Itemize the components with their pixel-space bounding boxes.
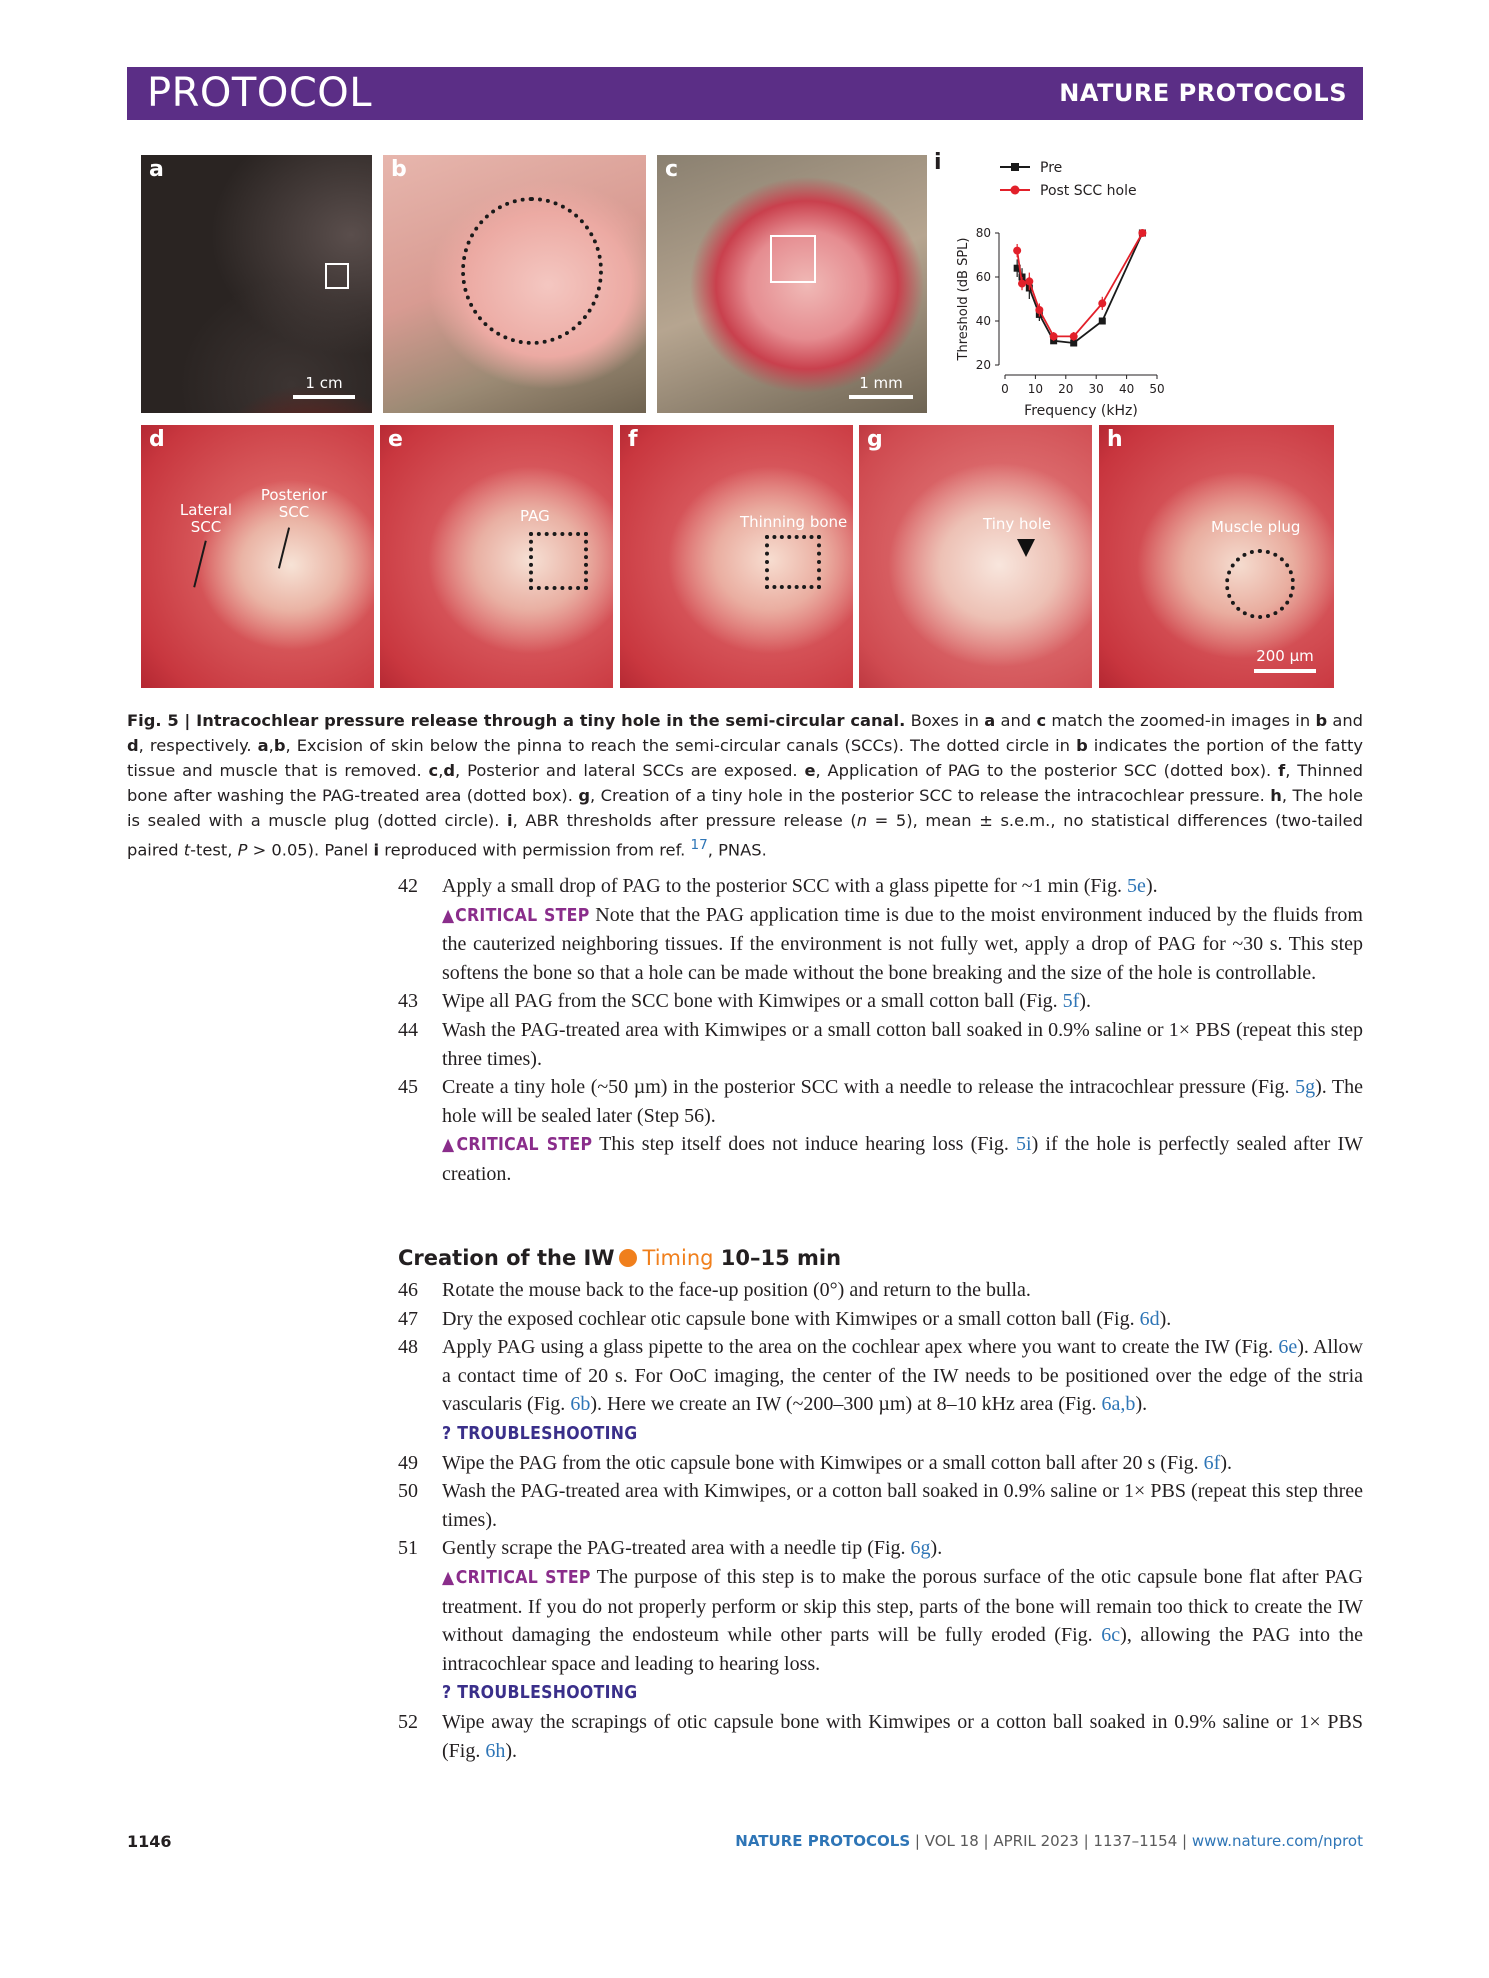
- pointer-line: [278, 527, 290, 568]
- step-text: ). Allow a contact time of 20 s. For OoC imaging, the center of the IW needs to be positioned over the edge of the stria vascularis (Fig.: [442, 1336, 1363, 1416]
- caption-panel-ref: i: [507, 811, 513, 830]
- caption-text: , Thinned bone after washing the PAG-treated area (dotted box).: [127, 761, 1363, 805]
- critical-step-label: ▲CRITICAL STEP: [442, 1135, 593, 1156]
- legend-marker: [1011, 186, 1020, 195]
- tiny-hole-label: Tiny hole: [983, 515, 1052, 533]
- caption-panel-ref: g: [578, 786, 591, 805]
- step-text: Apply a small drop of PAG to the posterior SCC with a glass pipette for ~1 min (Fig.: [442, 875, 1128, 897]
- scale-bar: [849, 395, 913, 399]
- step-text: Wipe away the scrapings of otic capsule bone with Kimwipes or a cotton ball soaked in 0.9% saline or 1× PBS (Fig.: [442, 1710, 1363, 1762]
- caption-italic: t: [183, 840, 191, 860]
- step-text: Wash the PAG-treated area with Kimwipes, or a cotton ball soaked in 0.9% saline or 1× PBS (repeat this step three times).: [442, 1480, 1363, 1531]
- troubleshooting-link[interactable]: [398, 1419, 1363, 1449]
- scale-label: 1 cm: [305, 374, 343, 392]
- caption-panel-ref: e: [804, 761, 816, 780]
- series-line: [1017, 233, 1142, 343]
- legend-marker: [1011, 163, 1019, 171]
- scale-bar: [1254, 669, 1316, 673]
- footer-url[interactable]: www.nature.com/nprot: [1191, 1832, 1363, 1850]
- critical-step: [398, 1563, 1363, 1678]
- legend-label: Pre: [1040, 160, 1063, 176]
- scale-label: 1 mm: [859, 374, 903, 392]
- panel-label: e: [388, 427, 403, 452]
- step-text: ).: [505, 1739, 518, 1762]
- scale-label: 200 µm: [1256, 647, 1314, 665]
- caption-text: Boxes in: [905, 711, 985, 730]
- footer-sep: |: [1078, 1832, 1094, 1850]
- lateral-label-line1: Lateral: [179, 501, 233, 519]
- panel-label: c: [665, 157, 679, 182]
- panel-label: a: [149, 157, 164, 182]
- page-number: 1146: [127, 1832, 172, 1851]
- caption-text: , ABR thresholds after pressure release (: [512, 811, 857, 830]
- caption-text: and: [995, 711, 1037, 730]
- critical-step-text: The purpose of this step is to make the porous surface of the otic capsule bone flat after PAG treatment. If you do not properly perform or skip this step, parts of the bone will remain too thick to create the IW without damaging the endosteum while other parts will be fully eroded (Fig.: [442, 1565, 1363, 1647]
- panel-label: b: [391, 157, 407, 182]
- y-tick-label: 80: [975, 226, 991, 240]
- figure-link[interactable]: 6h: [485, 1739, 506, 1762]
- panel-b-photo: [383, 155, 646, 413]
- caption-panel-ref: a: [257, 736, 269, 755]
- step-text: ).: [1145, 875, 1158, 897]
- header-banner: [127, 67, 1363, 120]
- timing-label: Timing: [642, 1246, 714, 1270]
- data-point: [1035, 306, 1043, 314]
- step-48: [398, 1333, 1363, 1419]
- step-text: Gently scrape the PAG-treated area with a needle tip (Fig.: [442, 1537, 911, 1560]
- steps-block-1: [398, 872, 1363, 1189]
- step-number: 45: [398, 1076, 418, 1099]
- footer-sep: |: [1177, 1832, 1192, 1850]
- data-point: [1138, 229, 1146, 237]
- arrowhead-icon: [1017, 539, 1035, 557]
- step-number: 42: [398, 875, 418, 897]
- figure-link[interactable]: 5f: [1062, 990, 1080, 1013]
- caption-panel-ref: f: [1278, 761, 1286, 780]
- step-number: 47: [398, 1307, 418, 1330]
- panel-label: d: [149, 427, 165, 452]
- step-number: 50: [398, 1480, 418, 1503]
- section-title: Creation of the IW: [398, 1246, 615, 1270]
- figure-caption: [127, 708, 1363, 862]
- lateral-scc-label: [171, 502, 241, 536]
- dotted-box: [529, 532, 588, 590]
- caption-text: , Creation of a tiny hole in the posterior SCC to release the intracochlear pressure.: [590, 786, 1271, 805]
- step-number: 46: [398, 1279, 418, 1301]
- data-point: [1070, 332, 1078, 340]
- step-text: ).: [930, 1537, 943, 1560]
- x-tick-label: 10: [1027, 382, 1044, 396]
- panel-label: h: [1107, 427, 1123, 452]
- step-45: [398, 1073, 1363, 1130]
- caption-text: and: [1327, 711, 1364, 730]
- y-axis-label: Threshold (dB SPL): [956, 237, 971, 361]
- step-text: Apply PAG using a glass pipette to the area on the cochlear apex where you want to create the IW (Fig.: [442, 1336, 1279, 1359]
- step-text: Create a tiny hole (~50 µm) in the posterior SCC with a needle to release the intracochlear pressure (Fig.: [442, 1076, 1296, 1099]
- caption-italic: n: [856, 811, 868, 830]
- pointer-line: [193, 540, 207, 587]
- critical-step-label: ▲CRITICAL STEP: [442, 1567, 591, 1588]
- step-text: ).: [1135, 1393, 1148, 1416]
- data-point: [1013, 247, 1021, 255]
- figure-link[interactable]: 5e: [1127, 875, 1146, 897]
- step-47: [398, 1305, 1363, 1334]
- x-axis-label: Frequency (kHz): [1024, 403, 1138, 419]
- figure-label: Fig. 5 | Intracochlear pressure release through a tiny hole in the semi-circular canal.: [127, 711, 906, 730]
- figure-link[interactable]: 6a,b: [1101, 1393, 1136, 1416]
- caption-text: -test,: [190, 840, 238, 860]
- x-tick-label: 30: [1088, 382, 1104, 396]
- troubleshooting-label[interactable]: ? TROUBLESHOOTING: [442, 1683, 638, 1704]
- figure-link[interactable]: 6b: [570, 1393, 591, 1416]
- footer-citation: [735, 1832, 1363, 1850]
- caption-text: ,: [438, 761, 444, 780]
- footer-date: APRIL 2023: [993, 1832, 1079, 1850]
- step-number: 44: [398, 1018, 418, 1041]
- caption-panel-ref: c: [1036, 711, 1047, 730]
- step-number: 43: [398, 990, 418, 1013]
- step-number: 48: [398, 1336, 418, 1359]
- section-heading: [398, 1246, 841, 1270]
- caption-text: , Application of PAG to the posterior SCC (dotted box).: [815, 761, 1279, 780]
- zoom-box: [325, 263, 349, 289]
- journal-title: NATURE PROTOCOLS: [1059, 79, 1347, 107]
- posterior-label-line1: Posterior: [260, 486, 328, 504]
- caption-text: ,: [268, 736, 274, 755]
- step-text: Wash the PAG-treated area with Kimwipes or a small cotton ball soaked in 0.9% saline or 1× PBS (repeat this step three times).: [442, 1018, 1363, 1070]
- series-line: [1017, 233, 1142, 336]
- data-point: [1025, 277, 1033, 285]
- footer-sep: |: [978, 1832, 994, 1850]
- data-point: [1018, 280, 1026, 288]
- steps-block-2: [398, 1276, 1363, 1765]
- panel-label: g: [867, 427, 883, 452]
- caption-panel-ref: b: [1315, 711, 1328, 730]
- y-tick-label: 40: [975, 314, 991, 328]
- panel-g-photo: [859, 425, 1092, 688]
- step-49: [398, 1449, 1363, 1478]
- critical-step-label: ▲CRITICAL STEP: [442, 905, 590, 926]
- step-43: [398, 987, 1363, 1016]
- panel-a-photo: [141, 155, 372, 413]
- dotted-circle: [1225, 549, 1295, 619]
- y-tick-label: 60: [975, 270, 991, 284]
- step-text: Wipe all PAG from the SCC bone with Kimwipes or a small cotton ball (Fig.: [442, 990, 1063, 1013]
- step-text: ).: [1159, 1307, 1172, 1330]
- critical-step-text: ) if the hole is perfectly sealed after IW creation.: [442, 1133, 1363, 1185]
- panel-f-photo: [620, 425, 853, 688]
- critical-step-text: This step itself does not induce hearing loss (Fig.: [592, 1133, 1017, 1156]
- panel-c-photo: [657, 155, 927, 413]
- x-tick-label: 0: [1001, 382, 1009, 396]
- data-point: [1098, 299, 1106, 307]
- caption-panel-ref: a: [984, 711, 996, 730]
- caption-text: indicates the portion of the fatty tissue and muscle that is removed.: [127, 736, 1363, 780]
- y-tick-label: 20: [975, 358, 991, 372]
- troubleshooting-label[interactable]: ? TROUBLESHOOTING: [442, 1423, 638, 1444]
- figure-link[interactable]: 5g: [1295, 1076, 1316, 1099]
- caption-panel-ref: i: [373, 840, 380, 860]
- step-44: [398, 1016, 1363, 1073]
- caption-text: > 0.05). Panel: [247, 840, 374, 860]
- critical-step: [398, 901, 1363, 988]
- step-51: [398, 1534, 1363, 1563]
- figure-link[interactable]: 6f: [1203, 1451, 1221, 1474]
- caption-panel-ref: c: [428, 761, 439, 780]
- caption-text: = 5), mean ± s.e.m., no statistical differences (two-tailed paired: [127, 811, 1363, 860]
- step-52: [398, 1708, 1363, 1765]
- footer-journal: NATURE PROTOCOLS: [735, 1832, 911, 1850]
- critical-step-text: ), allowing the PAG into the intracochlear space and leading to hearing loss.: [442, 1624, 1363, 1675]
- caption-panel-ref: b: [273, 736, 286, 755]
- posterior-label-line2: SCC: [278, 503, 310, 521]
- critical-step-text: Note that the PAG application time is due to the moist environment induced by the fluids from the cauterized neighboring tissues. If the environment is not fully wet, apply a drop of PAG for ~30 s. This step softens the bone so that a hole can be made without the bone breaking and the size of the hole is controllable.: [442, 903, 1363, 984]
- thinning-bone-label: Thinning bone: [740, 513, 848, 531]
- section-title: PROTOCOL: [147, 70, 373, 116]
- scale-bar: [293, 395, 355, 399]
- caption-text: , respectively.: [138, 736, 258, 755]
- x-tick-label: 50: [1149, 382, 1165, 396]
- figure-link[interactable]: 5i: [1016, 1133, 1032, 1156]
- footer-sep: |: [910, 1832, 925, 1850]
- figure-link[interactable]: 6e: [1278, 1336, 1298, 1359]
- caption-text: , The hole is sealed with a muscle plug (dotted circle).: [127, 786, 1364, 830]
- zoom-box: [770, 235, 816, 283]
- lateral-label-line2: SCC: [190, 518, 222, 536]
- panel-label: i: [934, 150, 942, 175]
- panel-label: f: [628, 427, 638, 452]
- step-number: 52: [398, 1710, 418, 1733]
- step-46: [398, 1276, 1363, 1305]
- caption-italic: P: [237, 840, 248, 860]
- timing-value: 10–15 min: [713, 1246, 842, 1270]
- abr-chart: [934, 150, 1234, 420]
- figure-link[interactable]: 6d: [1139, 1307, 1160, 1330]
- step-42: [398, 872, 1363, 901]
- figure-link[interactable]: 6g: [910, 1537, 931, 1560]
- caption-panel-ref: h: [1270, 786, 1282, 805]
- caption-text: , PNAS.: [707, 840, 767, 860]
- caption-text: , Posterior and lateral SCCs are exposed.: [455, 761, 805, 780]
- dotted-box: [765, 535, 821, 589]
- caption-text: match the zoomed-in images in: [1046, 711, 1316, 730]
- data-point: [1050, 332, 1058, 340]
- panel-h-photo: [1099, 425, 1334, 688]
- step-50: [398, 1477, 1363, 1534]
- x-tick-label: 40: [1118, 382, 1135, 396]
- step-text: ).: [1220, 1451, 1232, 1474]
- panel-i-chart: [934, 150, 1234, 420]
- pag-label: PAG: [520, 507, 550, 525]
- caption-panel-ref: b: [1076, 736, 1088, 755]
- legend-label: Post SCC hole: [1040, 183, 1137, 199]
- step-text: ).: [1079, 990, 1091, 1013]
- step-text: Rotate the mouse back to the face-up position (0°) and return to the bulla.: [442, 1279, 1031, 1301]
- timing-dot-icon: [619, 1249, 637, 1267]
- muscle-plug-label: Muscle plug: [1211, 518, 1301, 536]
- panel-d-photo: [141, 425, 374, 688]
- step-text: Dry the exposed cochlear otic capsule bone with Kimwipes or a small cotton ball (Fig.: [442, 1307, 1140, 1330]
- step-text: Wipe the PAG from the otic capsule bone with Kimwipes or a small cotton ball after 20 s (Fig.: [442, 1451, 1204, 1474]
- caption-text: reproduced with permission from ref.: [379, 840, 691, 860]
- caption-panel-ref: d: [127, 736, 139, 755]
- step-text: ). The hole will be sealed later (Step 56).: [442, 1076, 1363, 1127]
- step-text: ). Here we create an IW (~200–300 µm) at 8–10 kHz area (Fig.: [590, 1393, 1102, 1416]
- dotted-circle: [461, 197, 603, 345]
- footer-pages: 1137–1154: [1093, 1832, 1178, 1850]
- caption-panel-ref: d: [443, 761, 456, 780]
- panel-e-photo: [380, 425, 613, 688]
- step-number: 51: [398, 1537, 418, 1560]
- posterior-scc-label: [249, 487, 339, 521]
- figure-link[interactable]: 6c: [1101, 1624, 1121, 1647]
- data-point: [1099, 318, 1106, 325]
- step-number: 49: [398, 1451, 418, 1474]
- caption-text: , Excision of skin below the pinna to reach the semi-circular canals (SCCs). The dotted circle in: [285, 736, 1077, 755]
- reference-link[interactable]: 17: [690, 837, 708, 853]
- troubleshooting-link[interactable]: [398, 1678, 1363, 1708]
- x-tick-label: 20: [1058, 382, 1074, 396]
- critical-step: [398, 1130, 1363, 1188]
- footer-volume: VOL 18: [924, 1832, 979, 1850]
